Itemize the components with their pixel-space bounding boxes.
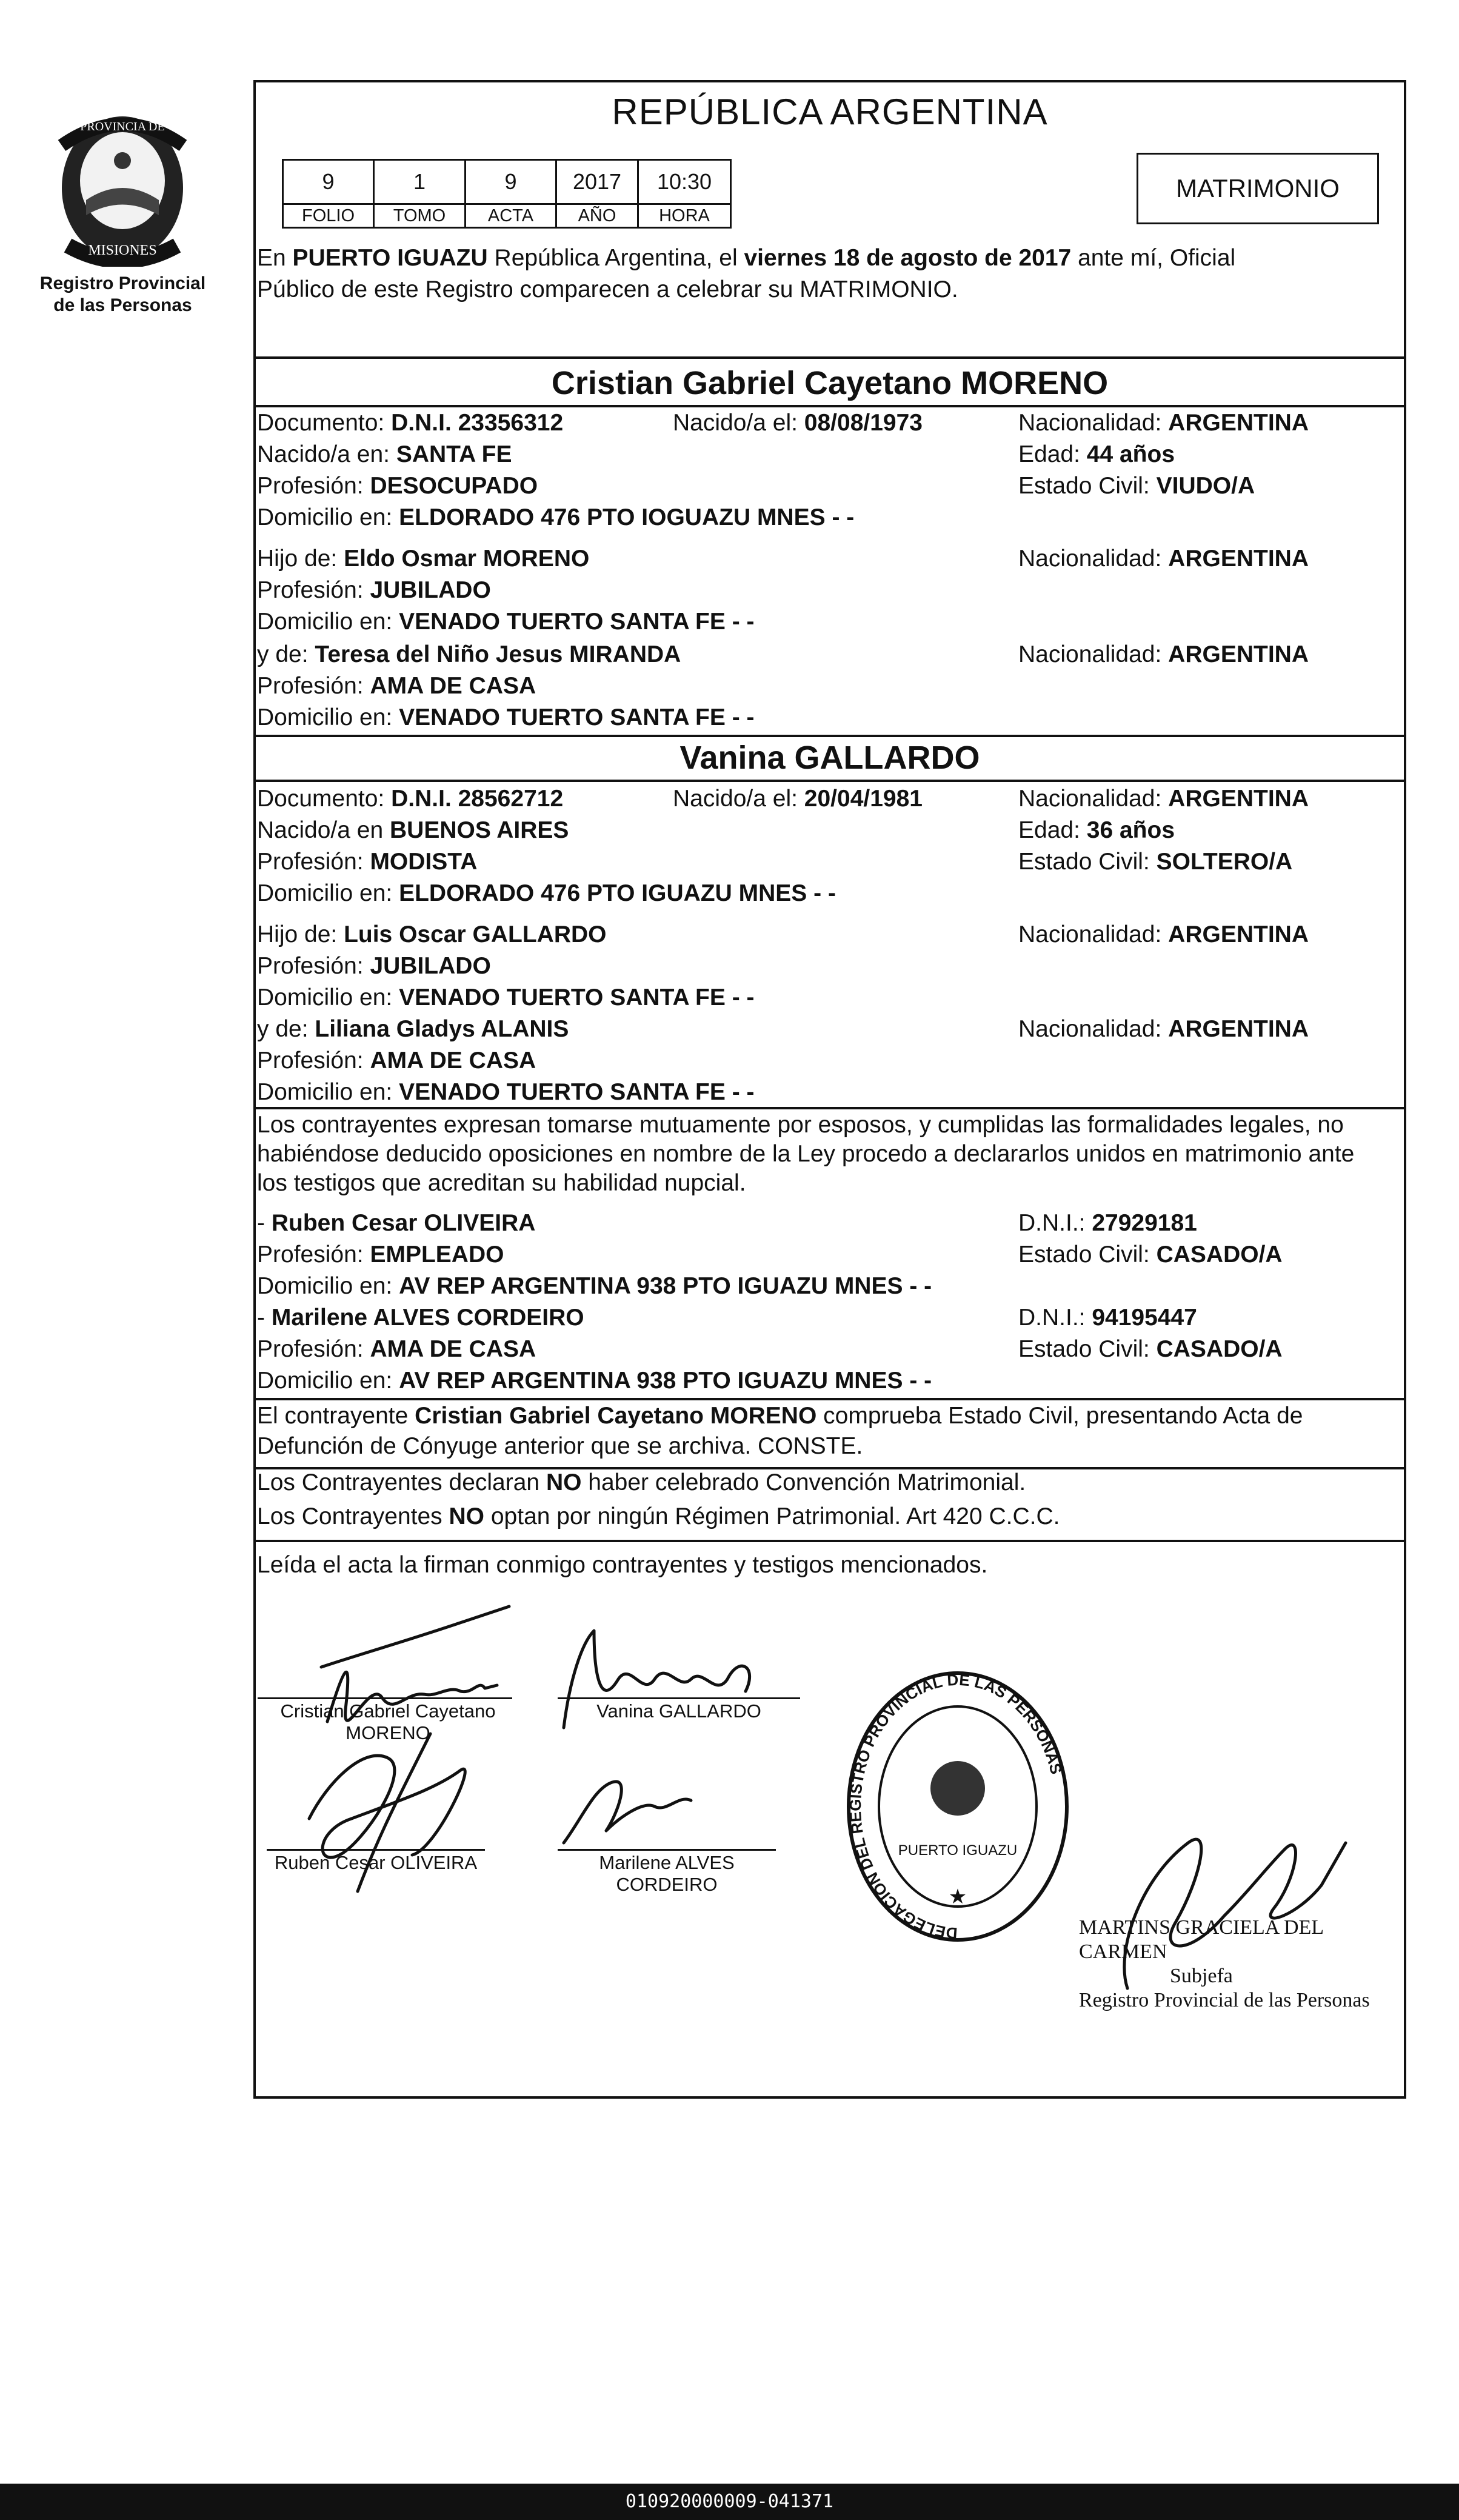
seal-bottom-text: MISIONES xyxy=(88,242,157,258)
page-title: REPÚBLICA ARGENTINA xyxy=(612,92,1048,132)
spouse1-nationality: Nacionalidad: ARGENTINA xyxy=(1018,410,1309,436)
acta-value: 9 xyxy=(466,160,556,204)
spouse2-document: Documento: D.N.I. 28562712 xyxy=(257,786,564,812)
declaration-line3: los testigos que acreditan su habilidad nupcial. xyxy=(257,1170,746,1196)
spouse1-mother-address: Domicilio en: VENADO TUERTO SANTA FE - - xyxy=(257,704,755,730)
witness1-name: - Ruben Cesar OLIVEIRA xyxy=(257,1210,536,1236)
intro-place: PUERTO IGUAZU xyxy=(292,245,488,271)
signature-caption-witness2: Marilene ALVES CORDEIRO xyxy=(599,1852,735,1895)
spouse2-mother-profession: Profesión: AMA DE CASA xyxy=(257,1048,536,1074)
stamp-ring-text: DELEGACION DEL REGISTRO PROVINCIAL DE LAS PERSONAS xyxy=(846,1670,1066,1943)
civil-proof-line2: Defunción de Cónyuge anterior que se archiva. CONSTE. xyxy=(257,1433,863,1459)
spouse2-name: Vanina GALLARDO xyxy=(679,740,980,776)
spouse2-profession: Profesión: MODISTA xyxy=(257,849,478,875)
witness1-profession: Profesión: EMPLEADO xyxy=(257,1242,504,1268)
spouse2-mother: y de: Liliana Gladys ALANIS xyxy=(257,1016,569,1042)
declaration-line2: habiéndose deducido oposiciones en nombre de la Ley procedo a declararlos unidos en matrimonio ante xyxy=(257,1141,1355,1167)
signature-witness1 xyxy=(309,1756,465,1857)
spouse2-address: Domicilio en: ELDORADO 476 PTO IGUAZU MNES - - xyxy=(257,880,836,906)
witness2-dni: D.N.I.: 94195447 xyxy=(1018,1305,1197,1331)
divider xyxy=(253,780,1406,782)
divider xyxy=(253,1540,1406,1542)
closing-statement: Leída el acta la firman conmigo contrayentes y testigos mencionados. xyxy=(257,1552,988,1578)
footer-code: 010920000009-041371 xyxy=(0,2484,1459,2520)
signature-line-spouse2 xyxy=(558,1697,800,1699)
hour-label: HORA xyxy=(638,204,731,228)
spouse1-birthdate: Nacido/a el: 08/08/1973 xyxy=(673,410,923,436)
witness2-profession: Profesión: AMA DE CASA xyxy=(257,1336,536,1362)
spouse2-civil-status: Estado Civil: SOLTERO/A xyxy=(1018,849,1293,875)
year-label: AÑO xyxy=(556,204,638,228)
regime-statement: Los Contrayentes NO optan por ningún Régimen Patrimonial. Art 420 C.C.C. xyxy=(257,1503,1060,1529)
witness1-dni: D.N.I.: 27929181 xyxy=(1018,1210,1197,1236)
divider xyxy=(253,356,1406,359)
official-stamp-text xyxy=(1079,1916,1406,2013)
registry-caption-line1: Registro Provincial xyxy=(39,273,206,293)
stamp-star-icon: ★ xyxy=(948,1885,967,1908)
divider xyxy=(253,735,1406,737)
spouse2-father-nationality: Nacionalidad: ARGENTINA xyxy=(1018,921,1309,948)
spouse1-mother-nationality: Nacionalidad: ARGENTINA xyxy=(1018,641,1309,667)
declaration-line1: Los contrayentes expresan tomarse mutuamente por esposos, y cumplidas las formalidades legales, no xyxy=(257,1112,1344,1138)
registry-table xyxy=(282,159,732,229)
witness2-address: Domicilio en: AV REP ARGENTINA 938 PTO IGUAZU MNES - - xyxy=(257,1368,932,1394)
tomo-label: TOMO xyxy=(374,204,466,228)
spouse1-age: Edad: 44 años xyxy=(1018,441,1175,467)
spouse2-father: Hijo de: Luis Oscar GALLARDO xyxy=(257,921,607,948)
spouse1-father-address: Domicilio en: VENADO TUERTO SANTA FE - - xyxy=(257,609,755,635)
spouse2-father-address: Domicilio en: VENADO TUERTO SANTA FE - - xyxy=(257,984,755,1011)
spouse2-father-profession: Profesión: JUBILADO xyxy=(257,953,491,979)
intro-line1: En PUERTO IGUAZU República Argentina, el viernes 18 de agosto de 2017 ante mí, Oficial xyxy=(257,245,1236,271)
province-seal xyxy=(44,109,201,267)
convention-statement: Los Contrayentes declaran NO haber celebrado Convención Matrimonial. xyxy=(257,1469,1026,1496)
stamp-emblem xyxy=(930,1761,985,1816)
spouse1-birthplace: Nacido/a en: SANTA FE xyxy=(257,441,512,467)
signature-line-witness2 xyxy=(558,1849,776,1851)
spouse1-mother-profession: Profesión: AMA DE CASA xyxy=(257,673,536,699)
spouse2-mother-nationality: Nacionalidad: ARGENTINA xyxy=(1018,1016,1309,1042)
official-office: Registro Provincial de las Personas xyxy=(1079,1989,1370,2011)
folio-value: 9 xyxy=(283,160,374,204)
spouse1-profession: Profesión: DESOCUPADO xyxy=(257,473,538,499)
spouse2-birthplace: Nacido/a en BUENOS AIRES xyxy=(257,817,569,843)
spouse1-father: Hijo de: Eldo Osmar MORENO xyxy=(257,546,590,572)
spouse1-father-nationality: Nacionalidad: ARGENTINA xyxy=(1018,546,1309,572)
folio-label: FOLIO xyxy=(283,204,374,228)
spouse1-mother: y de: Teresa del Niño Jesus MIRANDA xyxy=(257,641,681,667)
signature-caption-spouse1: Cristian Gabriel Cayetano MORENO xyxy=(280,1700,496,1743)
spouse2-birthdate: Nacido/a el: 20/04/1981 xyxy=(673,786,923,812)
spouse2-age: Edad: 36 años xyxy=(1018,817,1175,843)
spouse2-mother-address: Domicilio en: VENADO TUERTO SANTA FE - - xyxy=(257,1079,755,1105)
spouse1-civil-status: Estado Civil: VIUDO/A xyxy=(1018,473,1255,499)
spouse2-nationality: Nacionalidad: ARGENTINA xyxy=(1018,786,1309,812)
record-type-box: MATRIMONIO xyxy=(1137,153,1379,224)
signature-line-witness1 xyxy=(267,1849,485,1851)
intro-line2: Público de este Registro comparecen a celebrar su MATRIMONIO. xyxy=(257,276,958,302)
registry-caption-line2: de las Personas xyxy=(53,295,192,315)
signature-caption-witness1: Ruben Cesar OLIVEIRA xyxy=(274,1852,478,1873)
seal-top-text: PROVINCIA DE xyxy=(80,120,165,133)
signature-caption-spouse2: Vanina GALLARDO xyxy=(596,1700,761,1722)
spouse1-document: Documento: D.N.I. 23356312 xyxy=(257,410,564,436)
official-stamp xyxy=(836,1649,1079,1952)
registry-caption xyxy=(30,273,215,316)
witness2-civil-status: Estado Civil: CASADO/A xyxy=(1018,1336,1283,1362)
stamp-inner-text: PUERTO IGUAZU xyxy=(898,1842,1018,1859)
witness2-name: - Marilene ALVES CORDEIRO xyxy=(257,1305,584,1331)
intro-date: viernes 18 de agosto de 2017 xyxy=(744,245,1072,271)
signature-line-spouse1 xyxy=(258,1697,512,1699)
witness1-civil-status: Estado Civil: CASADO/A xyxy=(1018,1242,1283,1268)
official-name: MARTINS GRACIELA DEL CARMEN xyxy=(1079,1916,1323,1963)
signature-witness2 xyxy=(564,1782,691,1843)
year-value: 2017 xyxy=(556,160,638,204)
spouse1-name: Cristian Gabriel Cayetano MORENO xyxy=(551,365,1109,401)
civil-proof-line1: El contrayente Cristian Gabriel Cayetano MORENO comprueba Estado Civil, presentando Acta de xyxy=(257,1403,1303,1429)
spouse1-address: Domicilio en: ELDORADO 476 PTO IOGUAZU MNES - - xyxy=(257,504,855,530)
tomo-value: 1 xyxy=(374,160,466,204)
acta-label: ACTA xyxy=(466,204,556,228)
signature-spouse1-flourish xyxy=(321,1606,509,1667)
official-title: Subjefa xyxy=(1170,1965,1233,1987)
hour-value: 10:30 xyxy=(638,160,731,204)
witness1-address: Domicilio en: AV REP ARGENTINA 938 PTO IGUAZU MNES - - xyxy=(257,1273,932,1299)
spouse1-father-profession: Profesión: JUBILADO xyxy=(257,577,491,603)
